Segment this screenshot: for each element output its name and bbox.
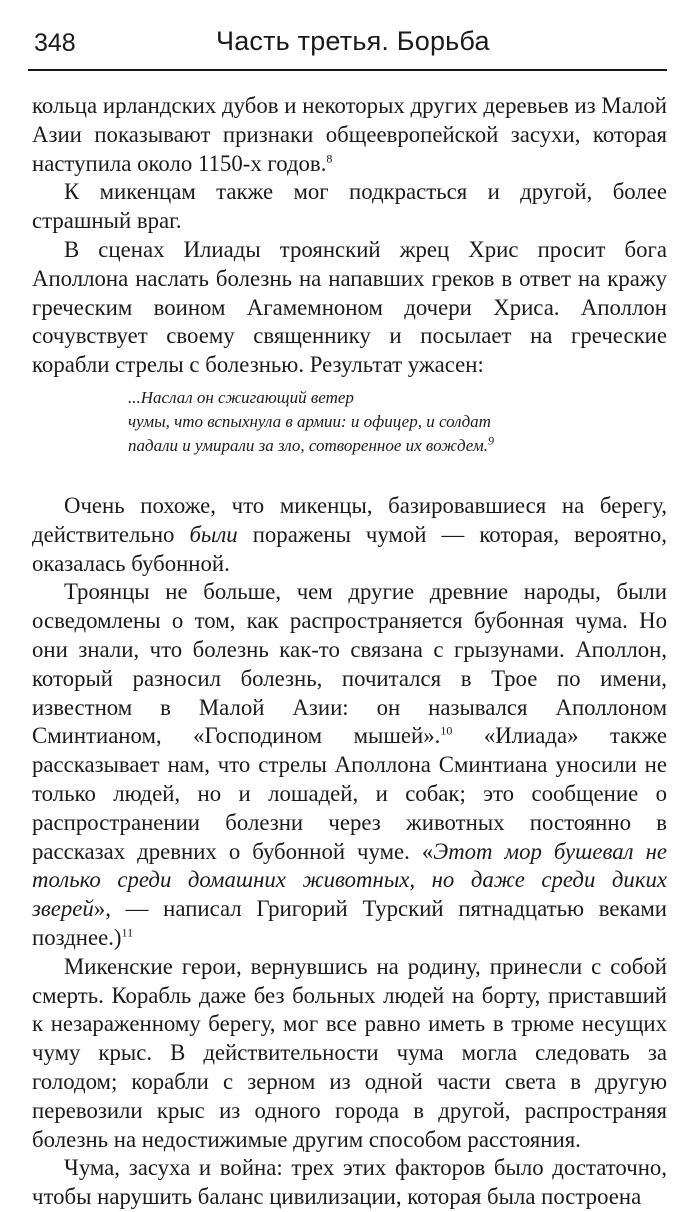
header-rule [28,69,667,71]
quote-line-3-text: падали и умирали за зло, сотворенное их вождем. [128,435,488,455]
footnote-ref-10: 10 [440,723,453,738]
footnote-ref-8: 8 [326,151,333,165]
body-text [32,92,667,1212]
paragraph-5-text-b: «Илиада» также рассказывает нам, что стрелы Аполлона Сминтиана уносили не только людей, но и лошадей, и собак; это сообщение о распространении болезни через животных постоянно в рассказах древних о бубонной чуме. « [32,723,667,864]
quote-line-1: ...Наслал он сжигающий ветер [128,387,354,407]
page-header [28,22,667,68]
paragraph-4-text-b: поражены чумой — которая, вероятно, оказалась бубонной. [32,521,667,576]
paragraph-6: Микенские герои, вернувшись на родину, принесли с собой смерть. Корабль даже без больных людей на борту, приставший к незараженному берегу, мог все равно иметь в трюме несущих чуму крыс. В действительности чума могла следовать за голодом; корабли с зерном из одной части света в другую перевозили крыс из одного города в другой, распространяя болезнь на недостижимые другим способом расстояния. [32,953,667,1152]
paragraph-7: Чума, засуха и война: трех этих факторов было достаточно, чтобы нарушить баланс цивилизации, которая была построена [32,1155,667,1210]
paragraph-4-text-a: Очень похоже, что микенцы, базировавшиеся на берегу, действительно [32,492,667,547]
paragraph-5 [32,578,667,952]
paragraph-2: К микенцам также мог подкрасться и другой, более страшный враг. [32,179,667,234]
paragraph-4 [32,492,667,578]
paragraph-3: В сценах Илиады троянский жрец Хрис просит бога Аполлона наслать болезнь на напавших греков в ответ на кражу греческим воином Агамемноном дочери Хриса. Аполлон сочувствует своему священнику и посылает на греческие корабли стрелы с болезнью. Результат ужасен: [32,236,667,378]
running-title: Часть третья. Борьба [216,26,490,56]
quote-line-3 [128,434,667,458]
paragraph-5-emphasis: Этот мор бушевал не только среди домашних животных, но даже среди диких зверей [32,838,667,922]
paragraph-4-emphasis: были [189,521,238,547]
paragraph-1-text: кольца ирландских дубов и некоторых других деревьев из Малой Азии показывают признаки общеевропейской засухи, которая наступила около 1150-х годов. [32,93,667,176]
iliad-quote [128,386,667,458]
paragraph-1 [32,92,667,178]
footnote-ref-11: 11 [121,925,134,940]
footnote-ref-9: 9 [488,433,494,448]
paragraph-5-text-a: Троянцы не больше, чем другие древние народы, были осведомлены о том, как распространяется бубонная чума. Но они знали, что болезнь как-то связана с грызунами. Аполлон, который разносил болезнь, почитался в Трое по имени, известном в Малой Азии: он назывался Аполлоном Сминтианом, «Господином мышей». [32,579,667,749]
page-number: 348 [34,29,76,57]
quote-line-2: чумы, что вспыхнула в армии: и офицер, и солдат [128,411,491,431]
paragraph-5-text-c: », — написал Григорий Турский пятнадцатью веками позднее.) [32,896,667,950]
